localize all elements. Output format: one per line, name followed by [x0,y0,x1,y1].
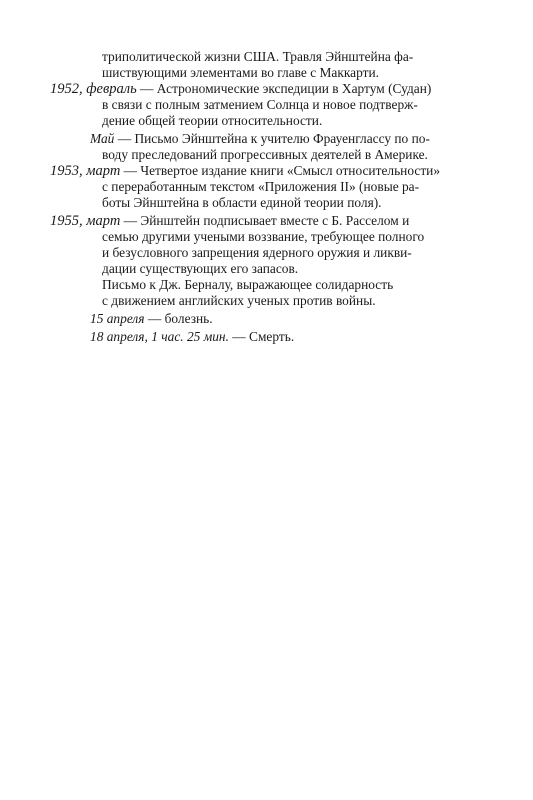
text-line: и безусловного запрещения ядерного оружия и ликви- [102,245,412,260]
entry-date: 15 апреля [90,311,145,326]
entry-date: 1952, февраль [50,81,137,97]
text-line: в связи с полным затмением Солнца и новое подтверж- [102,97,418,112]
text-line: семью другими учеными воззвание, требующее полного [102,229,425,244]
text-line: боты Эйнштейна в области единой теории поля). [102,195,382,210]
entry-date: 18 апреля, 1 час. 25 мин. [90,329,229,344]
text-line: дение общей теории относительности. [102,113,323,128]
text-line: дации существующих его запасов. [102,261,299,276]
entry-text: — Эйнштейн подписывает вместе с Б. Расселом и [120,213,410,228]
entry-text: — болезнь. [144,311,213,326]
text-line: воду преследований прогрессивных деятелей в Америке. [102,147,428,162]
entry-date: 1955, март [50,213,121,229]
chronology-entry-line [90,310,213,327]
text-line: Письмо к Дж. Берналу, выражающее солидарность [102,277,394,292]
entry-text: — Астрономические экспедиции в Хартум (Судан) [136,81,432,96]
entry-date: Май [90,131,115,146]
entry-text: — Смерть. [228,329,295,344]
chronology-entry-line [90,130,430,147]
text-line: с движением английских ученых против войны. [102,293,376,308]
entry-text: — Письмо Эйнштейна к учителю Фрауенглассу по по- [114,131,430,146]
chronology-entry-line [90,328,294,345]
text-line: шиствующими элементами во главе с Маккарти. [102,65,379,80]
entry-date: 1953, март [50,163,121,179]
text-line: с переработанным текстом «Приложения II» (новые ра- [102,179,420,194]
entry-text: — Четвертое издание книги «Смысл относительности» [120,163,441,178]
text-line: триполитической жизни США. Травля Эйнштейна фа- [102,49,414,64]
